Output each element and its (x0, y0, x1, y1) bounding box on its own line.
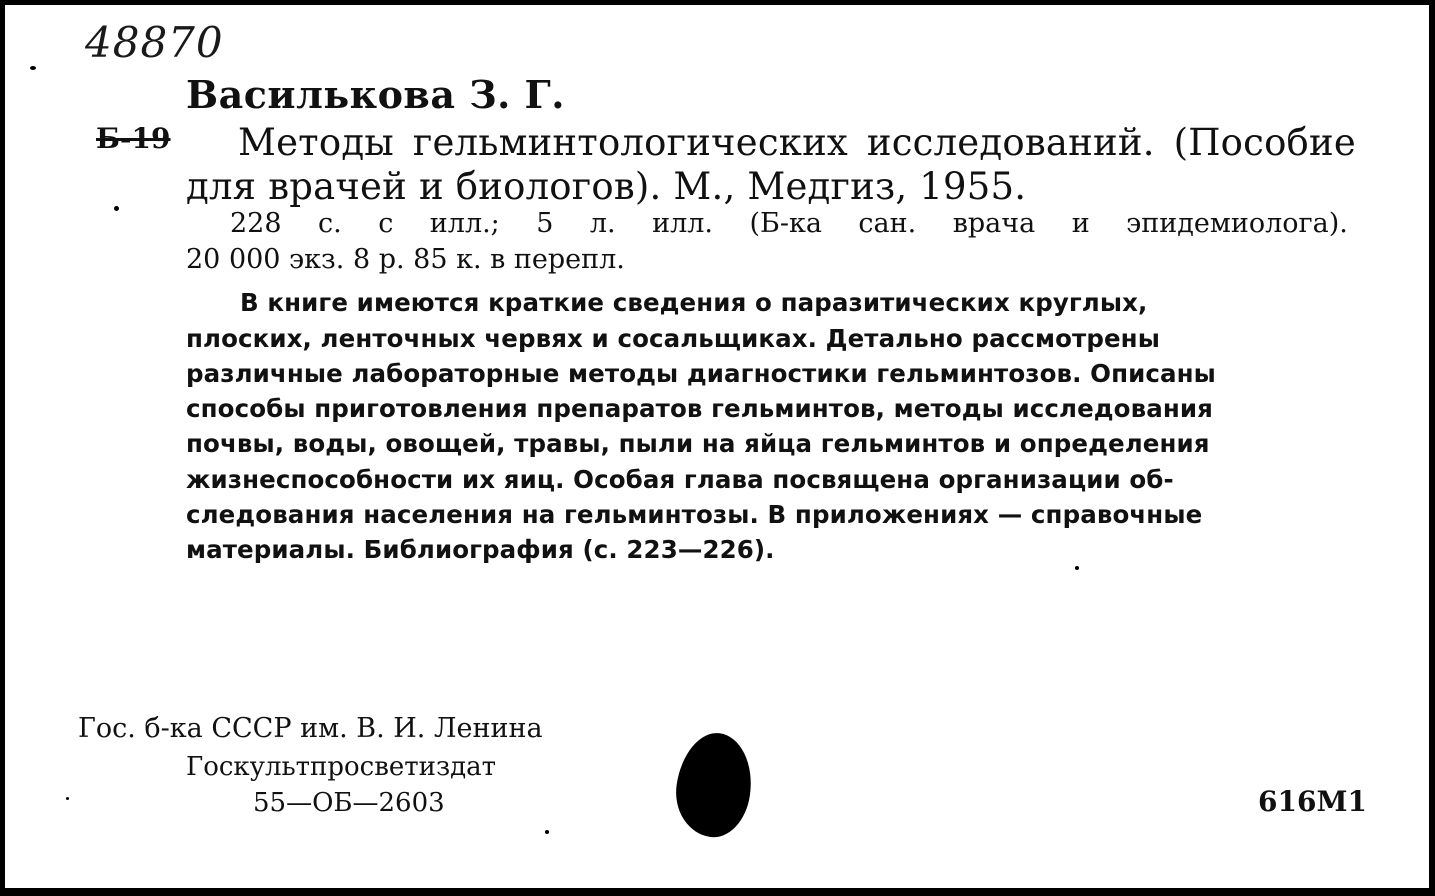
pub-word: с (378, 208, 394, 239)
classification-code: 616М1 (1258, 785, 1367, 818)
pub-word: и (1071, 208, 1090, 239)
annotation-line: жизнеспособности их яиц. Особая глава посвящена организации об- (186, 465, 1174, 494)
pub-word: илл.; (429, 208, 500, 239)
annotation-line: способы приготовления препаратов гельминтов, методы исследования (186, 394, 1213, 423)
library-name: Гос. б-ка СССР им. В. И. Ленина (78, 713, 543, 744)
ink-speck (1075, 566, 1079, 570)
pub-word: (Б-ка (749, 208, 822, 239)
card-order-number: 55—ОБ—2603 (253, 788, 445, 818)
title-word: Методы (238, 121, 394, 164)
punched-hole (670, 728, 758, 841)
inventory-number: 48870 (85, 18, 224, 67)
publication-details-line-2: 20 000 экз. 8 р. 85 к. в перепл. (186, 244, 625, 275)
title-word: гельминтологических (412, 121, 848, 164)
card-border-bottom (0, 888, 1435, 896)
title-line-2: для врачей и биологов). М., Медгиз, 1955. (186, 165, 1027, 208)
card-border-left (0, 0, 5, 896)
pub-word: эпидемиолога). (1126, 208, 1348, 239)
title-word: (Пособие (1173, 121, 1356, 164)
annotation-line: плоских, ленточных червях и сосальщиках. Детально рассмотрены (186, 324, 1160, 353)
title-line-1 (238, 121, 1356, 164)
pub-word: илл. (652, 208, 713, 239)
annotation-line: различные лабораторные методы диагностики гельминтозов. Описаны (186, 359, 1216, 388)
ink-speck (545, 830, 549, 834)
publication-details-line-1 (230, 208, 1348, 239)
author-name: Василькова З. Г. (186, 72, 566, 117)
pub-word: 228 (230, 208, 282, 239)
annotation-line: материалы. Библиография (с. 223—226). (186, 535, 775, 564)
ink-speck (66, 797, 69, 800)
shelfmark: Б-19 (96, 122, 171, 155)
pub-word: л. (589, 208, 616, 239)
card-border-top (0, 0, 1435, 5)
pub-word: с. (318, 208, 342, 239)
pub-word: сан. (858, 208, 917, 239)
pub-word: 5 (536, 208, 554, 239)
ink-speck (30, 66, 36, 70)
title-word: исследований. (866, 121, 1155, 164)
ink-speck (114, 206, 119, 211)
card-border-right (1429, 0, 1435, 896)
annotation-line: следования населения на гельминтозы. В приложениях — справочные (186, 500, 1203, 529)
annotation-line: почвы, воды, овощей, травы, пыли на яйца гельминтов и определения (186, 429, 1210, 458)
pub-word: врача (952, 208, 1036, 239)
annotation-line: В книге имеются краткие сведения о паразитических круглых, (240, 288, 1148, 317)
issuing-publisher: Госкультпросветиздат (186, 752, 497, 782)
